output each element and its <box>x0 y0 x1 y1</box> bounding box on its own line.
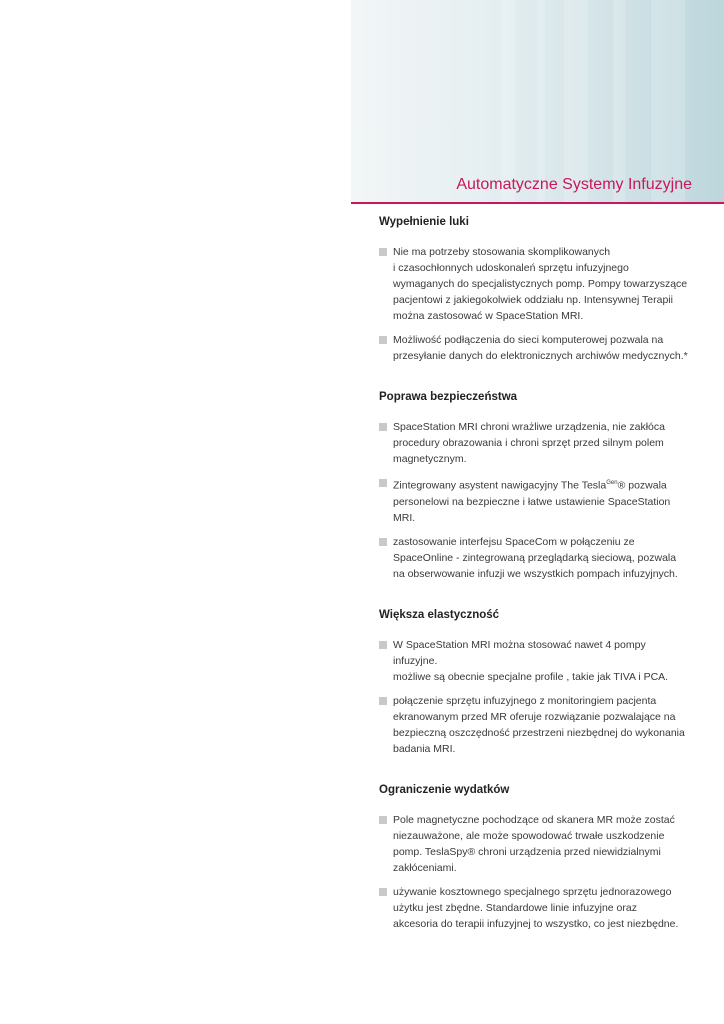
list-item <box>379 332 691 364</box>
list-item <box>379 419 691 467</box>
square-bullet-icon <box>379 248 387 256</box>
section-title: Poprawa bezpieczeństwa <box>379 391 518 403</box>
section-cost-reduction <box>379 782 691 932</box>
list-item-text: W SpaceStation MRI można stosować nawet 4 pompy infuzyjne. możliwe są obecnie specjalne profile , takie jak TIVA i PCA. <box>393 638 669 683</box>
list-item-text: Nie ma potrzeby stosowania skomplikowanych i czasochłonnych udoskonaleń sprzętu infuzyjnego wymaganych do specjalistycznych pomp. Pompy towarzyszące pacjentowi z jakiegokolwiek oddziału np. Intensywnej Terapii można zastosować w SpaceStation MRI. <box>393 246 688 322</box>
list-item <box>379 884 691 932</box>
list-item-text: używanie kosztownego specjalnego sprzętu jednorazowego użytku jest zbędne. Standardowe linie infuzyjne oraz akcesoria do terapii infuzyjnej to wszystko, co jest niezbędne. <box>393 885 679 930</box>
square-bullet-icon <box>379 697 387 705</box>
banner-stripe <box>613 0 625 202</box>
list-item <box>379 244 691 324</box>
banner-stripe <box>564 0 588 202</box>
header-divider <box>351 202 724 204</box>
section-title: Większa elastyczność <box>379 608 500 621</box>
page-title: Automatyczne Systemy Infuzyjne <box>456 176 692 193</box>
list-item <box>379 475 691 526</box>
section-flexibility <box>379 607 691 757</box>
list-item <box>379 637 691 685</box>
list-item <box>379 812 691 876</box>
list-item-text: SpaceStation MRI chroni wrażliwe urządzenia, nie zakłóca procedury obrazowania i chroni sprzęt przed silnym polem magnetycznym. <box>393 421 665 465</box>
banner-stripe <box>651 0 685 202</box>
list-item-text: Zintegrowany asystent nawigacyjny The Tesla$^{Gen}$® pozwala personelowi na bezpieczne i łatwe ustawienie SpaceStation MRI. <box>393 479 671 524</box>
square-bullet-icon <box>379 538 387 546</box>
list-item-text: zastosowanie interfejsu SpaceCom w połączeniu ze SpaceOnline - zintegrowaną przeglądarką sieciową, pozwala na obserwowanie infuzji we wszystkich pompach infuzyjnych. <box>393 535 678 580</box>
list-item-text: połączenie sprzętu infuzyjnego z monitoringiem pacjenta ekranowanym przed MR oferuje rozwiązanie pozwalające na bezpieczną oszczędność przestrzeni niezbędnej do wykonania badania MRI. <box>393 694 685 755</box>
section-title: Ograniczenie wydatków <box>379 783 510 796</box>
square-bullet-icon <box>379 888 387 896</box>
superscript: Gen <box>606 480 618 486</box>
list-item-text: Możliwość podłączenia do sieci komputerowej pozwala na przesyłanie danych do elektronicznych archiwów medycznych.* <box>393 334 688 362</box>
section-gap-filling <box>379 214 691 364</box>
list-item-text: Pole magnetyczne pochodzące od skanera MR może zostać niezauważone, ale może spowodować trwałe uszkodzenie pomp. TeslaSpy® chroni urządzenia przed niewidzialnymi zakłóceniami. <box>393 813 675 874</box>
banner-stripe <box>501 0 515 202</box>
square-bullet-icon <box>379 479 387 487</box>
square-bullet-icon <box>379 641 387 649</box>
banner-stripe <box>537 0 545 202</box>
list-item <box>379 693 691 757</box>
square-bullet-icon <box>379 423 387 431</box>
section-title: Wypełnienie luki <box>379 216 469 228</box>
section-safety <box>379 389 691 582</box>
list-item <box>379 534 691 582</box>
main-content <box>379 214 691 957</box>
square-bullet-icon <box>379 816 387 824</box>
header-banner <box>351 0 724 202</box>
square-bullet-icon <box>379 336 387 344</box>
